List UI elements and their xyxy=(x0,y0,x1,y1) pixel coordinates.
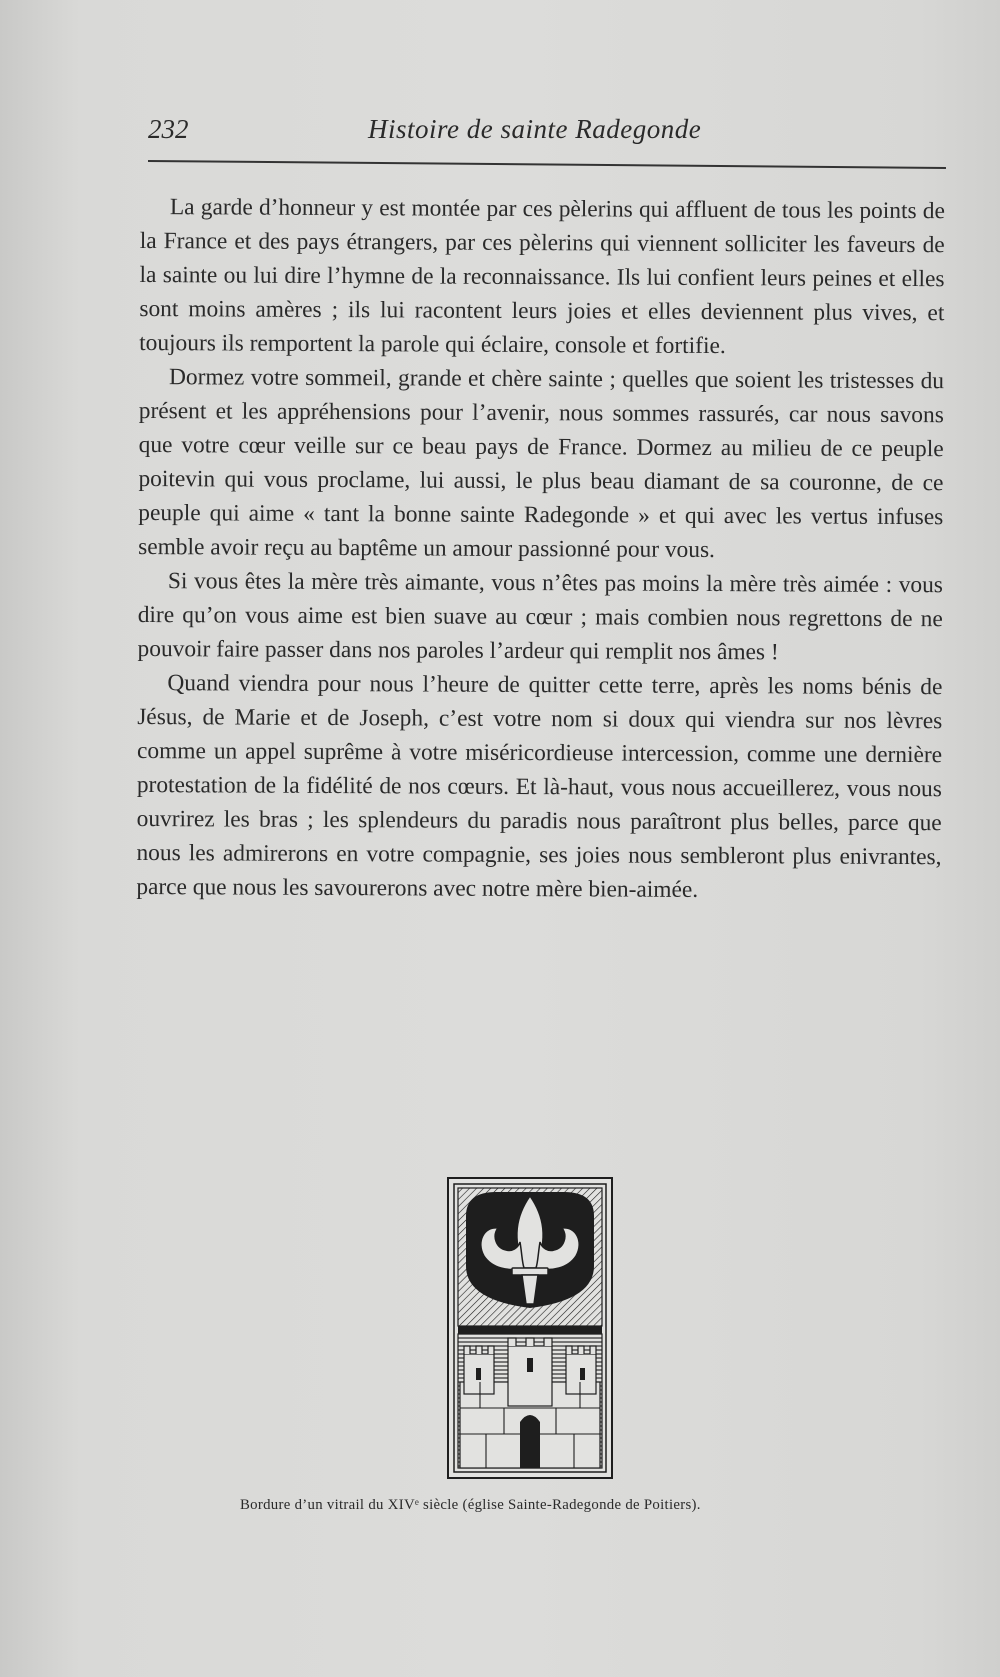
header-rule xyxy=(148,160,946,169)
running-title: Histoire de sainte Radegonde xyxy=(368,114,702,144)
paragraph-2: Dormez votre sommeil, grande et chère sainte ; quelles que soient les tristesses du présent et les appréhensions pour l’avenir, nous sommes rassurés, car nous savons que votre cœur veille sur ce beau pays de France. Dormez au milieu de ce peuple poitevin qui vous proclame, lui aussi, le plus beau diamant de sa couronne, de ce peuple qui aime « tant la bonne sainte Radegonde » et qui avec les vertus infuses semble avoir reçu au baptême un amour passionné pour vous. xyxy=(138,364,945,564)
paragraph-1: La garde d’honneur y est montée par ces pèlerins qui affluent de tous les points de la France et des pays étrangers, par ces pèlerins qui viennent solliciter les faveurs de la sainte ou lui dire l’hymne de la reconnaissance. Ils lui confient leurs peines et elles sont moins amères ; ils lui racontent leurs joies et elles deviennent plus vives, et toujours ils remportent la parole qui éclaire, console et fortifie. xyxy=(139,194,945,360)
fleur-de-lis-panel xyxy=(458,1188,602,1326)
page-header xyxy=(148,110,948,158)
paragraph-4: Quand viendra pour nous l’heure de quitter cette terre, après les noms bénis de Jésus, de Marie et de Joseph, c’est votre nom si doux qui viendra sur nos lèvres comme un appel suprême à votre miséricordieuse intercession, comme une dernière protestation de la fidélité de nos cœurs. Et là-haut, vous nous accueillerez, vous nous ouvrirez les bras ; les splendeurs du paradis nous paraîtront plus belles, parce que nous les admirerons en votre compagnie, ses joies nous sembleront plus enivrantes, parce que nous les savourerons avec notre mère bien-aimée. xyxy=(136,670,943,903)
stained-glass-illustration xyxy=(446,1176,614,1480)
figure-caption: Bordure d’un vitrail du XIVᵉ siècle (église Sainte-Radegonde de Poitiers). xyxy=(240,1497,701,1513)
castle-panel xyxy=(458,1334,602,1468)
panel-divider xyxy=(458,1326,602,1334)
castle-gate xyxy=(520,1415,540,1468)
paragraph-3: Si vous êtes la mère très aimante, vous n’êtes pas moins la mère très aimée : vous dire qu’on vous aime est bien suave au cœur ; mais combien nous regrettons de ne pouvoir faire passer dans nos paroles l’ardeur qui remplit nos âmes ! xyxy=(137,568,944,666)
body-text xyxy=(136,190,945,908)
page-number: 232 xyxy=(148,114,189,144)
